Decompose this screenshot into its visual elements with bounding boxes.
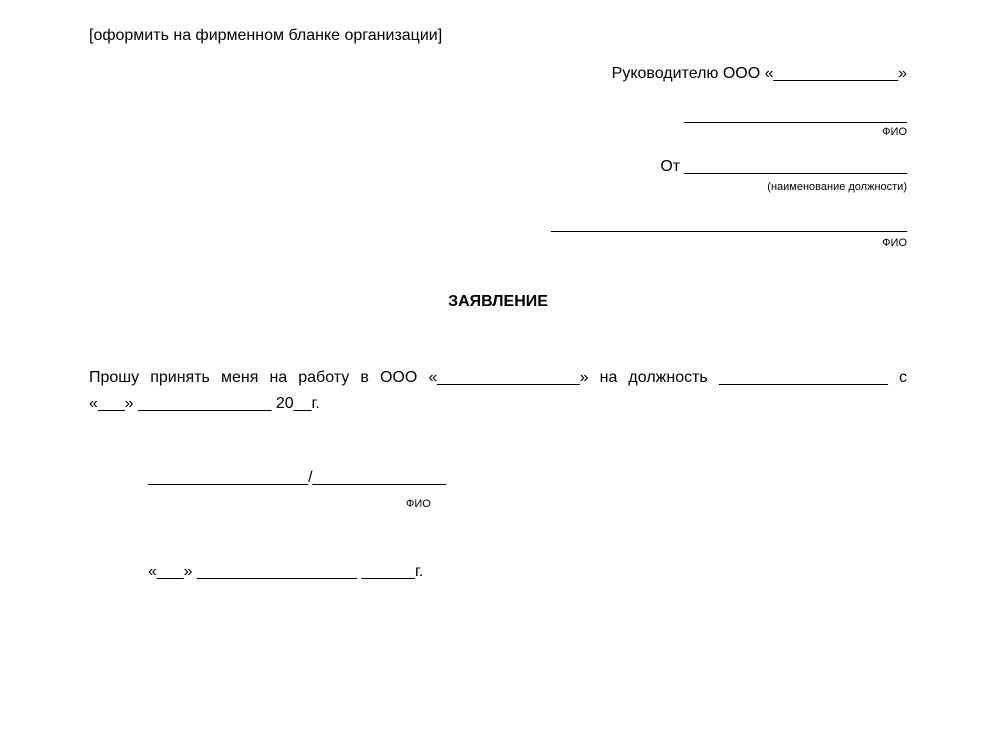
addressee-name-caption: ФИО	[882, 126, 907, 138]
body-line-1: Прошу принять меня на работу в ООО «________________» на должность ___________________ с	[89, 369, 907, 386]
signature-line: __________________/_______________	[148, 469, 447, 486]
date-line: «___» __________________ ______г.	[148, 563, 424, 580]
addressee-line: Руководителю ООО «______________»	[611, 65, 907, 82]
position-caption: (наименование должности)	[767, 181, 907, 193]
from-line: От _________________________	[660, 158, 907, 175]
body-line-2: «___» _______________ 20__г.	[89, 395, 320, 412]
from-name-caption: ФИО	[882, 237, 907, 249]
from-name-blank: ________________________________________	[551, 216, 907, 233]
addressee-name-blank: _________________________	[684, 107, 907, 124]
letterhead-note: [оформить на фирменном бланке организации]	[89, 27, 443, 44]
signature-caption: ФИО	[406, 498, 431, 510]
document-title: ЗАЯВЛЕНИЕ	[448, 293, 548, 310]
